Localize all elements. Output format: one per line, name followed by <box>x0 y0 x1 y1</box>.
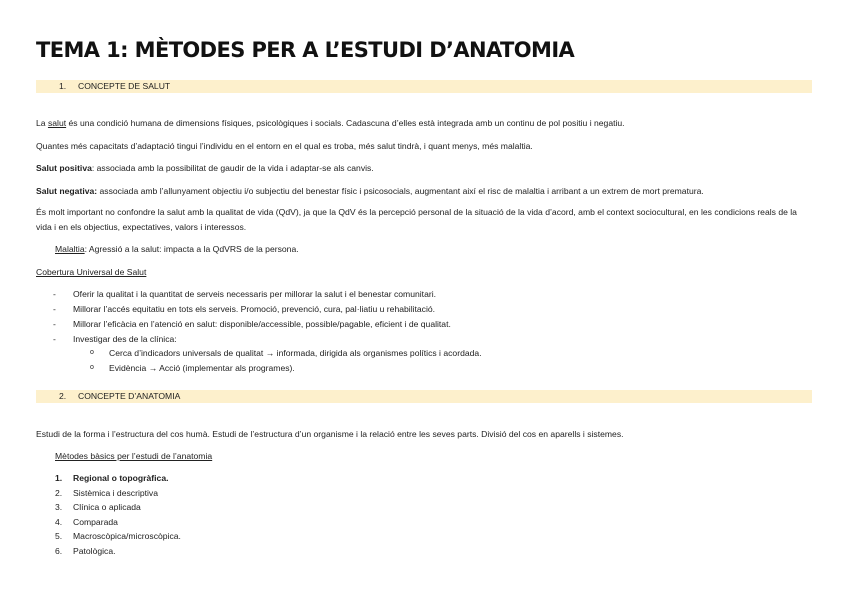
salut-negativa-term: Salut negativa: <box>36 186 98 196</box>
dash-bullet-icon: - <box>53 289 56 299</box>
salut-positiva-paragraph: Salut positiva: associada amb la possibilitat de gaudir de la vida i adaptar-se als canvis. <box>36 163 374 173</box>
circle-bullet-icon: o <box>90 364 94 371</box>
page-title: TEMA 1: MÈTODES PER A L’ESTUDI D’ANATOMIA <box>36 38 575 62</box>
cobertura-heading: Cobertura Universal de Salut <box>36 267 147 277</box>
section-number: 2. <box>59 391 67 401</box>
section-heading-anatomia <box>36 390 812 403</box>
section-heading-salut <box>36 80 812 93</box>
section-number: 1. <box>59 81 67 91</box>
salut-term: salut <box>47 118 67 128</box>
section-label: CONCEPTE D’ANATOMIA <box>78 391 181 401</box>
malaltia-paragraph: Malaltia: Agressió a la salut: impacta a la QdVRS de la persona. <box>55 244 299 254</box>
dash-bullet-icon: - <box>53 304 56 314</box>
malaltia-term: Malaltia <box>55 244 85 254</box>
salut-positiva-term: Salut positiva <box>36 163 92 173</box>
document-page: TEMA 1: MÈTODES PER A L’ESTUDI D’ANATOMIA 1. CONCEPTE DE SALUT La salut és una condició humana de dimensions físiques, psicològiques i socials. Cadascuna d’elles està integrada amb un continu de pol positiu i negatiu. Quantes més capacitats d’adaptació tingui l’individu en el entorn en el qual es troba, més salut tindrà, i quant menys, més malaltia. Salut positiva: associada amb la possibilitat de gaudir de la vida i adaptar-se als canvis. Salut negativa: associada amb l’allunyament objectiu i/o subjectiu del benestar físic i psicosocials, augmentant així el risc de malaltia i arribant a un extrem de mort prematura. És molt important no confondre la salut amb la qualitat de vida (QdV), ja que la QdV és la percepció personal de la situació de la vida d’acord, amb el context sociocultural, en les condicions reals de la vida i en els objectius, expectatives, valors i interessos. Malaltia: Agressió a la salut: impacta a la QdVRS de la persona. Cobertura Universal de Salut - Oferir la qualitat i la quantitat de serveis necessaris per millorar la salut i el benestar comunitari. - Millorar l’accés equitatiu en tots els serveis. Promoció, prevenció, cura, pal·liatiu u rehabilitació. - Millorar l’eficàcia en l’atenció en salut: disponible/accessible, possible/pagable, eficient i de qualitat. - Investigar des de la clínica: o Cerca d’indicadors universals de qualitat → informada, dirigida als organismes polítics i acordada. o Evidència → Acció (implementar als programes). 2. CONCEPTE D’ANATOMIA Estudi de la forma i l’estructura del cos humà. Estudi de l’estructura d’un organisme i la relació entre les seves parts. Divisió del cos en aparells i sistemes. Mètodes bàsics per l’estudi de l’anatomia 1. Regional o topogràfica. 2. Sistèmica i descriptiva 3. Clínica o aplicada 4. Comparada 5. Macroscòpica/microscòpica. 6. Patològica. <box>0 0 848 599</box>
capacitat-paragraph: Quantes més capacitats d’adaptació tingui l’individu en el entorn en el qual es troba, més salut tindrà, i quant menys, més malaltia. <box>36 141 533 151</box>
section-label: CONCEPTE DE SALUT <box>78 81 171 91</box>
anatomia-definition: Estudi de la forma i l’estructura del cos humà. Estudi de l’estructura d’un organisme i la relació entre les seves parts. Divisió del cos en aparells i sistemes. <box>36 429 624 439</box>
qualitat-paragraph: És molt important no confondre la salut amb la qualitat de vida (QdV), ja que la QdV és la percepció personal de la situació de la vida d’acord, amb el context sociocultural, en les condicions reals de la vida i en els objectius, expectatives, valors i interessos. <box>36 207 797 232</box>
salut-negativa-paragraph: Salut negativa: associada amb l’allunyament objectiu i/o subjectiu del benestar físic i psicosocials, augmentant així el risc de malaltia i arribant a un extrem de mort prematura. <box>36 186 704 196</box>
circle-bullet-icon: o <box>90 349 94 356</box>
dash-bullet-icon: - <box>53 319 56 329</box>
metodes-heading: Mètodes bàsics per l’estudi de l’anatomia <box>55 451 213 461</box>
dash-bullet-icon: - <box>53 334 56 344</box>
intro-paragraph: La salut és una condició humana de dimensions físiques, psicològiques i socials. Cadascuna d’elles està integrada amb un continu de pol positiu i negatiu. <box>36 118 625 128</box>
